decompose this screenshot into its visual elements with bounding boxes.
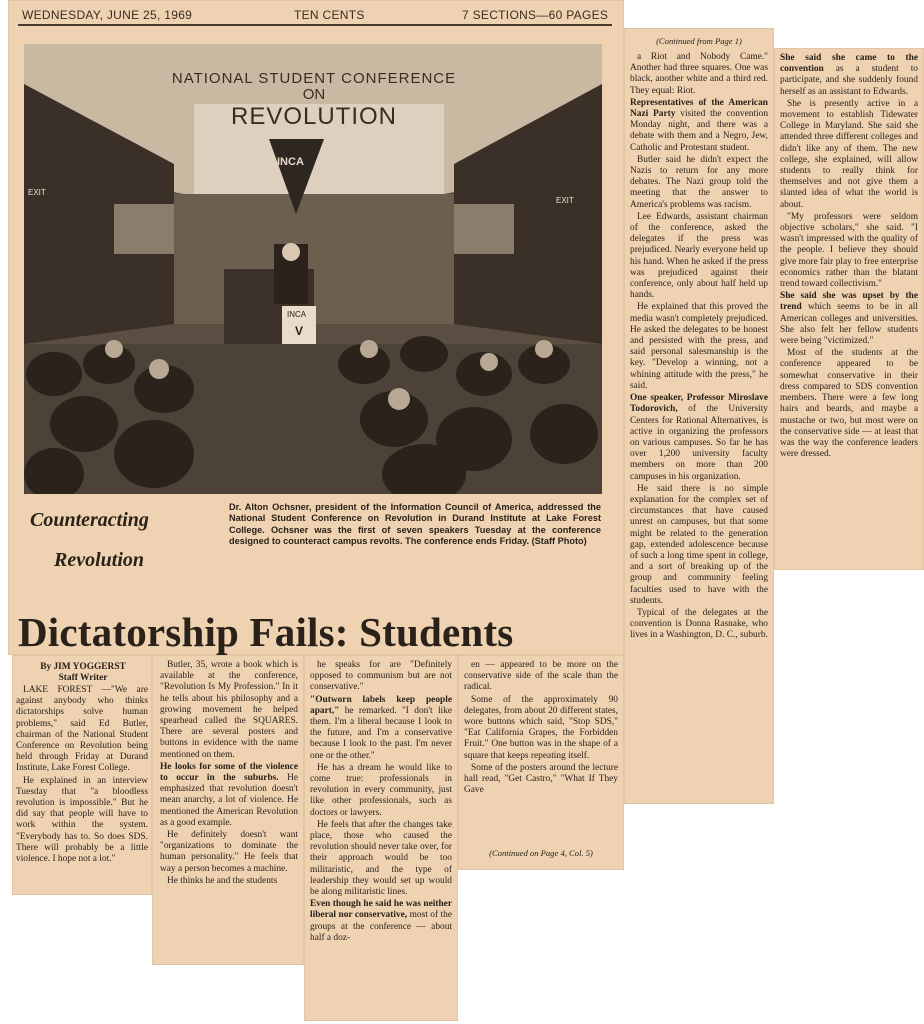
banner-line3: REVOLUTION	[230, 103, 398, 130]
article-paragraph: He looks for some of the violence to occur in the suburbs. He emphasized that revolution doesn't mean anarchy, a lot of violence. He mentioned the American Revolution as a good example.	[160, 761, 298, 828]
column-1	[16, 685, 148, 895]
exit-sign-right: EXIT	[556, 196, 574, 205]
article-paragraph: Typical of the delegates at the convention is Donna Rasnake, who lives in a Washington, D. C., suburb.	[630, 607, 768, 641]
article-paragraph: he speaks for are "Definitely opposed to communism but are not conservative."	[310, 660, 452, 693]
article-paragraph: She is presently active in a movement to establish Tidewater College in Maryland. She said she attended three different colleges and didn't like any of them. The new college, she explained, will allow students to really think for themselves and not give them a slanted idea of what the world is about.	[780, 98, 918, 210]
article-paragraph: He feels that after the changes take place, those who caused the revolution should never take over, for their approach would be too militaristic, and the type of leadership they would set up would be along militaristic lines.	[310, 819, 452, 898]
article-paragraph: en — appeared to be more on the conservative side of the scale than the radical.	[464, 660, 618, 693]
article-paragraph: He explained that this proved the media wasn't completely prejudiced. He asked the delegates to be honest and persisted with the press, and said personal salesmanship is the key. "Develop a winning, not a whining attitude with the press," he said.	[630, 302, 768, 391]
article-paragraph: Some of the posters around the lecture hall read, "Get Castro," "What If They Gave	[464, 762, 618, 796]
paragraph-lead-bold: She said she came to the convention	[780, 53, 918, 75]
masthead-date: WEDNESDAY, JUNE 25, 1969	[22, 8, 193, 22]
article-paragraph: Butler, 35, wrote a book which is available at the conference, "Revolution Is My Profession." In it he tells about his philosophy and a growing movement he helped spearhead called the SQUARES. There are several posters and buttons in evidence with the name mentioned on them.	[160, 660, 298, 760]
masthead-price: TEN CENTS	[294, 8, 365, 22]
paragraph-lead-bold: "Outworn labels keep people apart,"	[310, 694, 452, 716]
article-paragraph: She said she came to the convention as a student to participate, and she suddenly found herself as an assistant to Edwards.	[780, 53, 918, 97]
article-paragraph: Even though he said he was neither liberal nor conservative, most of the groups at the conference — about half a doz-	[310, 899, 452, 943]
article-paragraph: He has a dream he would like to come true: professionals in revolution in every community, just like other professionals, such as doctors or lawyers.	[310, 762, 452, 818]
podium-sign-letter: V	[295, 324, 304, 338]
podium-sign-text: INCA	[287, 310, 307, 319]
paragraph-lead-bold: He looks for some of the violence to occur in the suburbs.	[160, 761, 298, 784]
banner-line1: NATIONAL STUDENT CONFERENCE	[171, 70, 457, 87]
article-paragraph: Butler said he didn't expect the Nazis to return for any more debates. The Nazi group told the meeting that the answer to America's problems was racism.	[630, 154, 768, 210]
headline: Dictatorship Fails: Students	[18, 609, 514, 655]
paragraph-lead-bold: She said she was upset by the trend	[780, 291, 918, 313]
column-2	[160, 660, 298, 960]
column-5	[630, 52, 768, 800]
conference-photo	[24, 44, 602, 494]
byline-title: Staff Writer	[58, 673, 108, 683]
paragraph-lead-bold: One speaker, Professor Miroslave Todorovich,	[630, 393, 768, 415]
continued-from: (Continued from Page 1)	[656, 36, 742, 46]
byline-name: By JIM YOGGERST	[40, 662, 126, 672]
article-paragraph: He explained in an interview Tuesday that "a bloodless revolution is impossible." But he did say that people will have to work within the system. "Everybody has to. So does SDS. There will probably be a little violence. I hope not a lot."	[16, 775, 148, 865]
column-3	[310, 660, 452, 1018]
side-heading-line1: Counteracting	[30, 509, 149, 531]
photo-caption: Dr. Alton Ochsner, president of the Information Council of America, addressed the National Student Conference on Revolution in Durand Institute at Lake Forest College. Ochsner was the first of seven speakers Tuesday at the conference designed to counteract campus revolts. The conference ends Friday. (Staff Photo)	[229, 502, 601, 547]
article-paragraph: "Outworn labels keep people apart," he remarked. "I don't like them. I'm a liberal because I look to the future, and I'm a conservative because I look to the past. I'm never one or the other."	[310, 694, 452, 761]
paragraph-lead-bold: Representatives of the American Nazi Party	[630, 97, 768, 120]
center-flag-text: INCA	[277, 156, 304, 168]
article-paragraph: She said she was upset by the trend which seems to be in all American colleges and universities. She also felt her fellow students were being "victimized."	[780, 291, 918, 347]
article-paragraph: He definitely doesn't want "organizations to dominate the human personality." He feels that way a person becomes a machine.	[160, 830, 298, 874]
paragraph-lead-bold: Even though he said he was neither liberal nor conservative,	[310, 899, 452, 921]
exit-sign-left: EXIT	[28, 188, 46, 197]
banner-text	[114, 70, 514, 131]
continued-on: (Continued on Page 4, Col. 5)	[489, 848, 593, 858]
side-heading-line2: Revolution	[54, 549, 145, 571]
article-paragraph: Most of the students at the conference appeared to be somewhat conservative in their dress compared to SDS convention members. There were a few long hairs and beards, and maybe a mustache or two, but most were on the conservative side — at least that was the way the conference leaders were dressed.	[780, 348, 918, 460]
article-paragraph: LAKE FOREST —"We are against anybody who thinks dictatorships solve human problems," said Ed Butler, chairman of the National Student Conference on Revolution being held through Friday at Durand Institute, Lake Forest College.	[16, 685, 148, 774]
article-paragraph: One speaker, Professor Miroslave Todorovich, of the University Centers for Rational Alternatives, is active in organizing the professors on various campuses. So far he has over 1,200 university faculty members on more than 200 campuses in his organization.	[630, 393, 768, 482]
column-4	[464, 660, 618, 842]
masthead	[18, 8, 612, 26]
article-paragraph: Representatives of the American Nazi Party visited the convention Monday night, and there was a debate with them and a Negro, Jew, Catholic and Protestant student.	[630, 97, 768, 153]
article-paragraph: "My professors were seldom objective scholars," she said. "I wasn't impressed with the quality of the people. I believe they should give more fair play to free enterprise economics rather than the blatant trend toward collectivism."	[780, 211, 918, 290]
column-6	[780, 53, 918, 565]
article-paragraph: Some of the approximately 90 delegates, from about 20 different states, wore buttons which said, "Stop SDS," "Eat California Grapes, the Forbidden Fruit." One button was in the shape of a square that keeps repeating itself.	[464, 694, 618, 761]
masthead-sections: 7 SECTIONS—60 PAGES	[462, 8, 609, 22]
article-paragraph: He thinks he and the students	[167, 875, 278, 886]
article-paragraph: a Riot and Nobody Came." Another had three squares. One was black, another white and a third red. They equal: Riot.	[630, 52, 768, 96]
byline	[18, 662, 148, 684]
article-paragraph: He said there is no simple explanation for the complex set of circumstances that have caused unrest on campuses, but that some might be related to the generation gap, extended adolescence because of such a long time spent in college, and a sort of breaking up of the group and community feeling faculties used to have with the students.	[630, 483, 768, 606]
article-paragraph: Lee Edwards, assistant chairman of the conference, asked the delegates if the press was prejudiced. Nearly everyone held up his hand. When he asked if the press was prejudiced against their conference, only about half held up hands.	[630, 211, 768, 301]
banner-line2: ON	[302, 86, 326, 103]
